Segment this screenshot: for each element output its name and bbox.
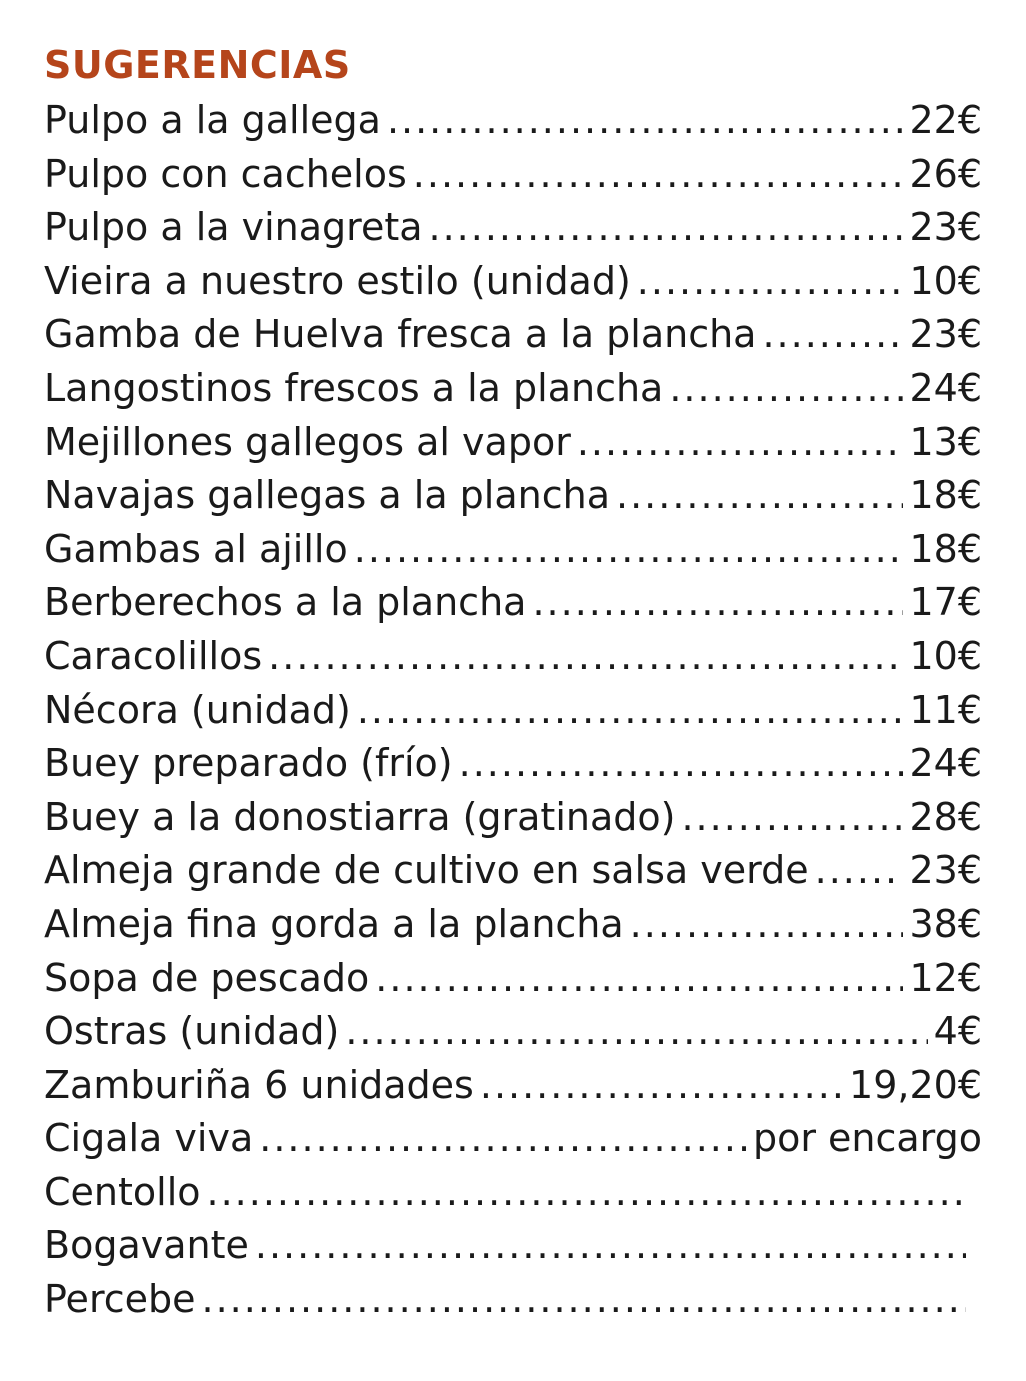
menu-item-name: Pulpo con cachelos bbox=[44, 151, 407, 196]
menu-item bbox=[44, 201, 982, 255]
menu-item-name: Caracolillos bbox=[44, 633, 263, 678]
dot-leader bbox=[459, 737, 904, 791]
menu-item-name: Sopa de pescado bbox=[44, 955, 370, 1000]
dot-leader bbox=[762, 308, 903, 362]
dot-leader bbox=[207, 1166, 966, 1220]
menu-item-name: Cigala viva bbox=[44, 1116, 254, 1161]
dot-leader bbox=[357, 684, 904, 738]
menu-item-price: 13€ bbox=[909, 419, 982, 464]
menu-item bbox=[44, 791, 982, 845]
menu-item-price: 38€ bbox=[909, 901, 982, 946]
menu-item bbox=[44, 898, 982, 952]
menu-card bbox=[44, 36, 982, 1327]
menu-item-name: Bogavante bbox=[44, 1223, 249, 1268]
menu-item-price: 22€ bbox=[909, 98, 982, 142]
menu-item-name: Pulpo a la gallega bbox=[44, 98, 381, 142]
menu-item bbox=[44, 952, 982, 1006]
menu-item bbox=[44, 469, 982, 523]
menu-item bbox=[44, 1273, 982, 1327]
menu-item-price: 19,20€ bbox=[849, 1062, 982, 1107]
menu-item-name: Centollo bbox=[44, 1169, 201, 1214]
menu-item-name: Percebe bbox=[44, 1277, 196, 1322]
menu-item bbox=[44, 255, 982, 309]
menu-item bbox=[44, 1112, 982, 1166]
menu-item bbox=[44, 844, 982, 898]
menu-item-name: Berberechos a la plancha bbox=[44, 580, 527, 625]
menu-item bbox=[44, 94, 982, 148]
dot-leader bbox=[669, 362, 903, 416]
menu-item bbox=[44, 1166, 982, 1220]
menu-item-price: 12€ bbox=[909, 955, 982, 1000]
menu-item-name: Gamba de Huelva fresca a la plancha bbox=[44, 312, 757, 357]
dot-leader bbox=[532, 576, 903, 630]
menu-item bbox=[44, 416, 982, 470]
menu-item-name: Zamburiña 6 unidades bbox=[44, 1062, 474, 1107]
dot-leader bbox=[387, 94, 904, 148]
menu-item-name: Mejillones gallegos al vapor bbox=[44, 419, 571, 464]
menu-item-price: 23€ bbox=[909, 848, 982, 893]
menu-item bbox=[44, 684, 982, 738]
dot-leader bbox=[429, 201, 904, 255]
dot-leader bbox=[268, 630, 903, 684]
menu-item bbox=[44, 362, 982, 416]
menu-item bbox=[44, 630, 982, 684]
dot-leader bbox=[375, 952, 903, 1006]
dot-leader bbox=[577, 416, 904, 470]
menu-item-name: Almeja fina gorda a la plancha bbox=[44, 901, 624, 946]
menu-item bbox=[44, 523, 982, 577]
menu-item-name: Gambas al ajillo bbox=[44, 526, 348, 571]
dot-leader bbox=[259, 1112, 747, 1166]
menu-item-price: 26€ bbox=[909, 151, 982, 196]
menu-item-price: 24€ bbox=[909, 365, 982, 410]
section-title: SUGERENCIAS bbox=[44, 43, 351, 87]
menu-item-name: Ostras (unidad) bbox=[44, 1009, 340, 1054]
menu-item bbox=[44, 1059, 982, 1113]
menu-item-name: Vieira a nuestro estilo (unidad) bbox=[44, 258, 631, 303]
dot-leader bbox=[345, 1005, 927, 1059]
dot-leader bbox=[681, 791, 903, 845]
menu-item-price: 18€ bbox=[909, 473, 982, 518]
menu-item bbox=[44, 737, 982, 791]
dot-leader bbox=[480, 1059, 843, 1113]
menu-item-price: por encargo bbox=[752, 1116, 982, 1161]
menu-item-price: 10€ bbox=[909, 633, 982, 678]
menu-item-name: Nécora (unidad) bbox=[44, 687, 351, 732]
menu-item-list bbox=[44, 94, 982, 1327]
menu-item-price: 4€ bbox=[933, 1009, 982, 1054]
dot-leader bbox=[630, 898, 904, 952]
menu-item-name: Buey preparado (frío) bbox=[44, 741, 453, 786]
dot-leader bbox=[815, 844, 904, 898]
dot-leader bbox=[255, 1219, 966, 1273]
menu-item bbox=[44, 148, 982, 202]
menu-item-price: 28€ bbox=[909, 794, 982, 839]
menu-item-price: 17€ bbox=[909, 580, 982, 625]
dot-leader bbox=[413, 148, 904, 202]
menu-item-name: Navajas gallegas a la plancha bbox=[44, 473, 610, 518]
menu-item bbox=[44, 308, 982, 362]
dot-leader bbox=[202, 1273, 967, 1327]
menu-item-price: 24€ bbox=[909, 741, 982, 786]
menu-item-price: 18€ bbox=[909, 526, 982, 571]
menu-item-price: 10€ bbox=[909, 258, 982, 303]
menu-item-price: 11€ bbox=[909, 687, 982, 732]
menu-item-name: Almeja grande de cultivo en salsa verde bbox=[44, 848, 809, 893]
menu-item-name: Pulpo a la vinagreta bbox=[44, 205, 423, 250]
menu-item bbox=[44, 1005, 982, 1059]
dot-leader bbox=[616, 469, 903, 523]
menu-item-name: Langostinos frescos a la plancha bbox=[44, 365, 664, 410]
dot-leader bbox=[354, 523, 904, 577]
menu-item bbox=[44, 1219, 982, 1273]
menu-item-price: 23€ bbox=[909, 312, 982, 357]
menu-item-name: Buey a la donostiarra (gratinado) bbox=[44, 794, 676, 839]
menu-item-price: 23€ bbox=[909, 205, 982, 250]
dot-leader bbox=[637, 255, 904, 309]
menu-item bbox=[44, 576, 982, 630]
